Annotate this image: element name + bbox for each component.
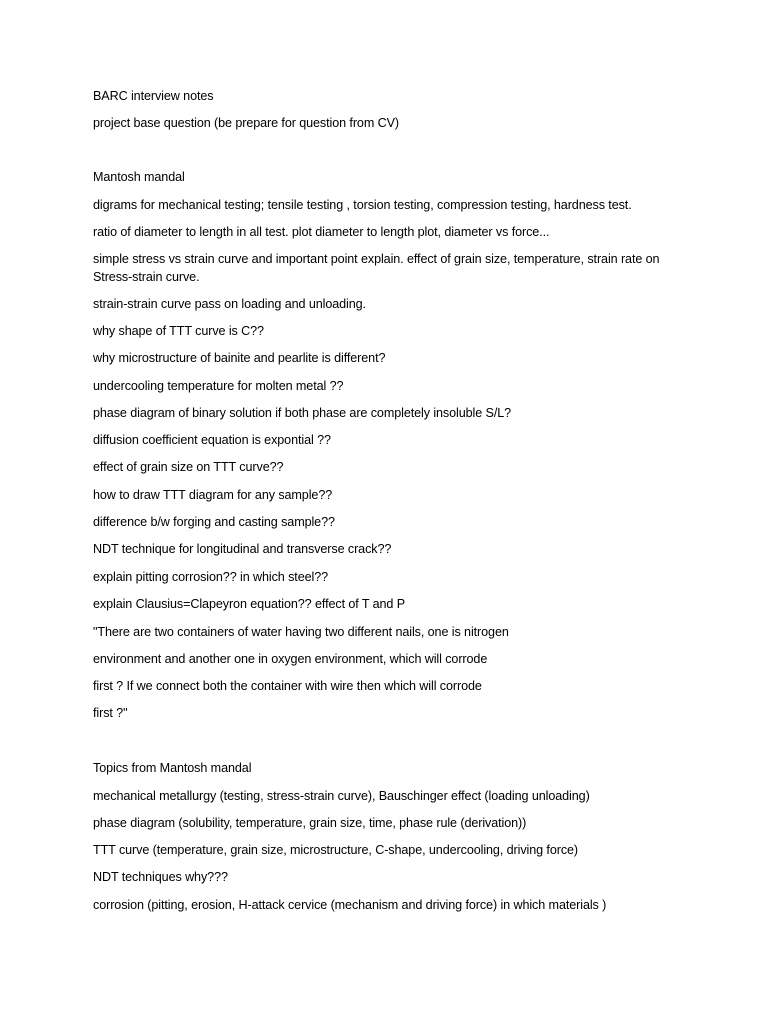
doc-line: first ? If we connect both the container with wire then which will corrode bbox=[93, 679, 482, 693]
doc-line: TTT curve (temperature, grain size, microstructure, C-shape, undercooling, driving force) bbox=[93, 843, 579, 857]
doc-line: "There are two containers of water having two different nails, one is nitrogen bbox=[93, 625, 509, 639]
doc-line: explain pitting corrosion?? in which steel?? bbox=[93, 570, 329, 584]
doc-line: first ?" bbox=[93, 706, 128, 720]
doc-line: environment and another one in oxygen environment, which will corrode bbox=[93, 652, 488, 666]
doc-line: explain Clausius=Clapeyron equation?? effect of T and P bbox=[93, 597, 406, 611]
doc-line: difference b/w forging and casting sample?? bbox=[93, 515, 335, 529]
doc-line: corrosion (pitting, erosion, H-attack cervice (mechanism and driving force) in which materials ) bbox=[93, 898, 607, 912]
doc-line: undercooling temperature for molten metal ?? bbox=[93, 379, 344, 393]
doc-line: mechanical metallurgy (testing, stress-strain curve), Bauschinger effect (loading unloading) bbox=[93, 789, 590, 803]
doc-line: NDT technique for longitudinal and transverse crack?? bbox=[93, 542, 392, 556]
doc-line: NDT techniques why??? bbox=[93, 870, 228, 884]
doc-line: ratio of diameter to length in all test. plot diameter to length plot, diameter vs force... bbox=[93, 225, 550, 239]
doc-line: effect of grain size on TTT curve?? bbox=[93, 460, 284, 474]
doc-line: why shape of TTT curve is C?? bbox=[93, 324, 264, 338]
section-heading: Mantosh mandal bbox=[93, 170, 185, 184]
doc-line: phase diagram (solubility, temperature, grain size, time, phase rule (derivation)) bbox=[93, 816, 527, 830]
doc-line: diffusion coefficient equation is expontial ?? bbox=[93, 433, 331, 447]
doc-line: phase diagram of binary solution if both phase are completely insoluble S/L? bbox=[93, 406, 512, 420]
doc-line: simple stress vs strain curve and important point explain. effect of grain size, temperature, strain rate on Stress-strain curve. bbox=[93, 252, 660, 284]
doc-line: digrams for mechanical testing; tensile testing , torsion testing, compression testing, hardness test. bbox=[93, 198, 632, 212]
doc-title: BARC interview notes bbox=[93, 89, 214, 103]
doc-line: project base question (be prepare for question from CV) bbox=[93, 116, 400, 130]
doc-line: how to draw TTT diagram for any sample?? bbox=[93, 488, 333, 502]
doc-line: why microstructure of bainite and pearlite is different? bbox=[93, 351, 386, 365]
section-heading: Topics from Mantosh mandal bbox=[93, 761, 252, 775]
doc-line: strain-strain curve pass on loading and unloading. bbox=[93, 297, 366, 311]
